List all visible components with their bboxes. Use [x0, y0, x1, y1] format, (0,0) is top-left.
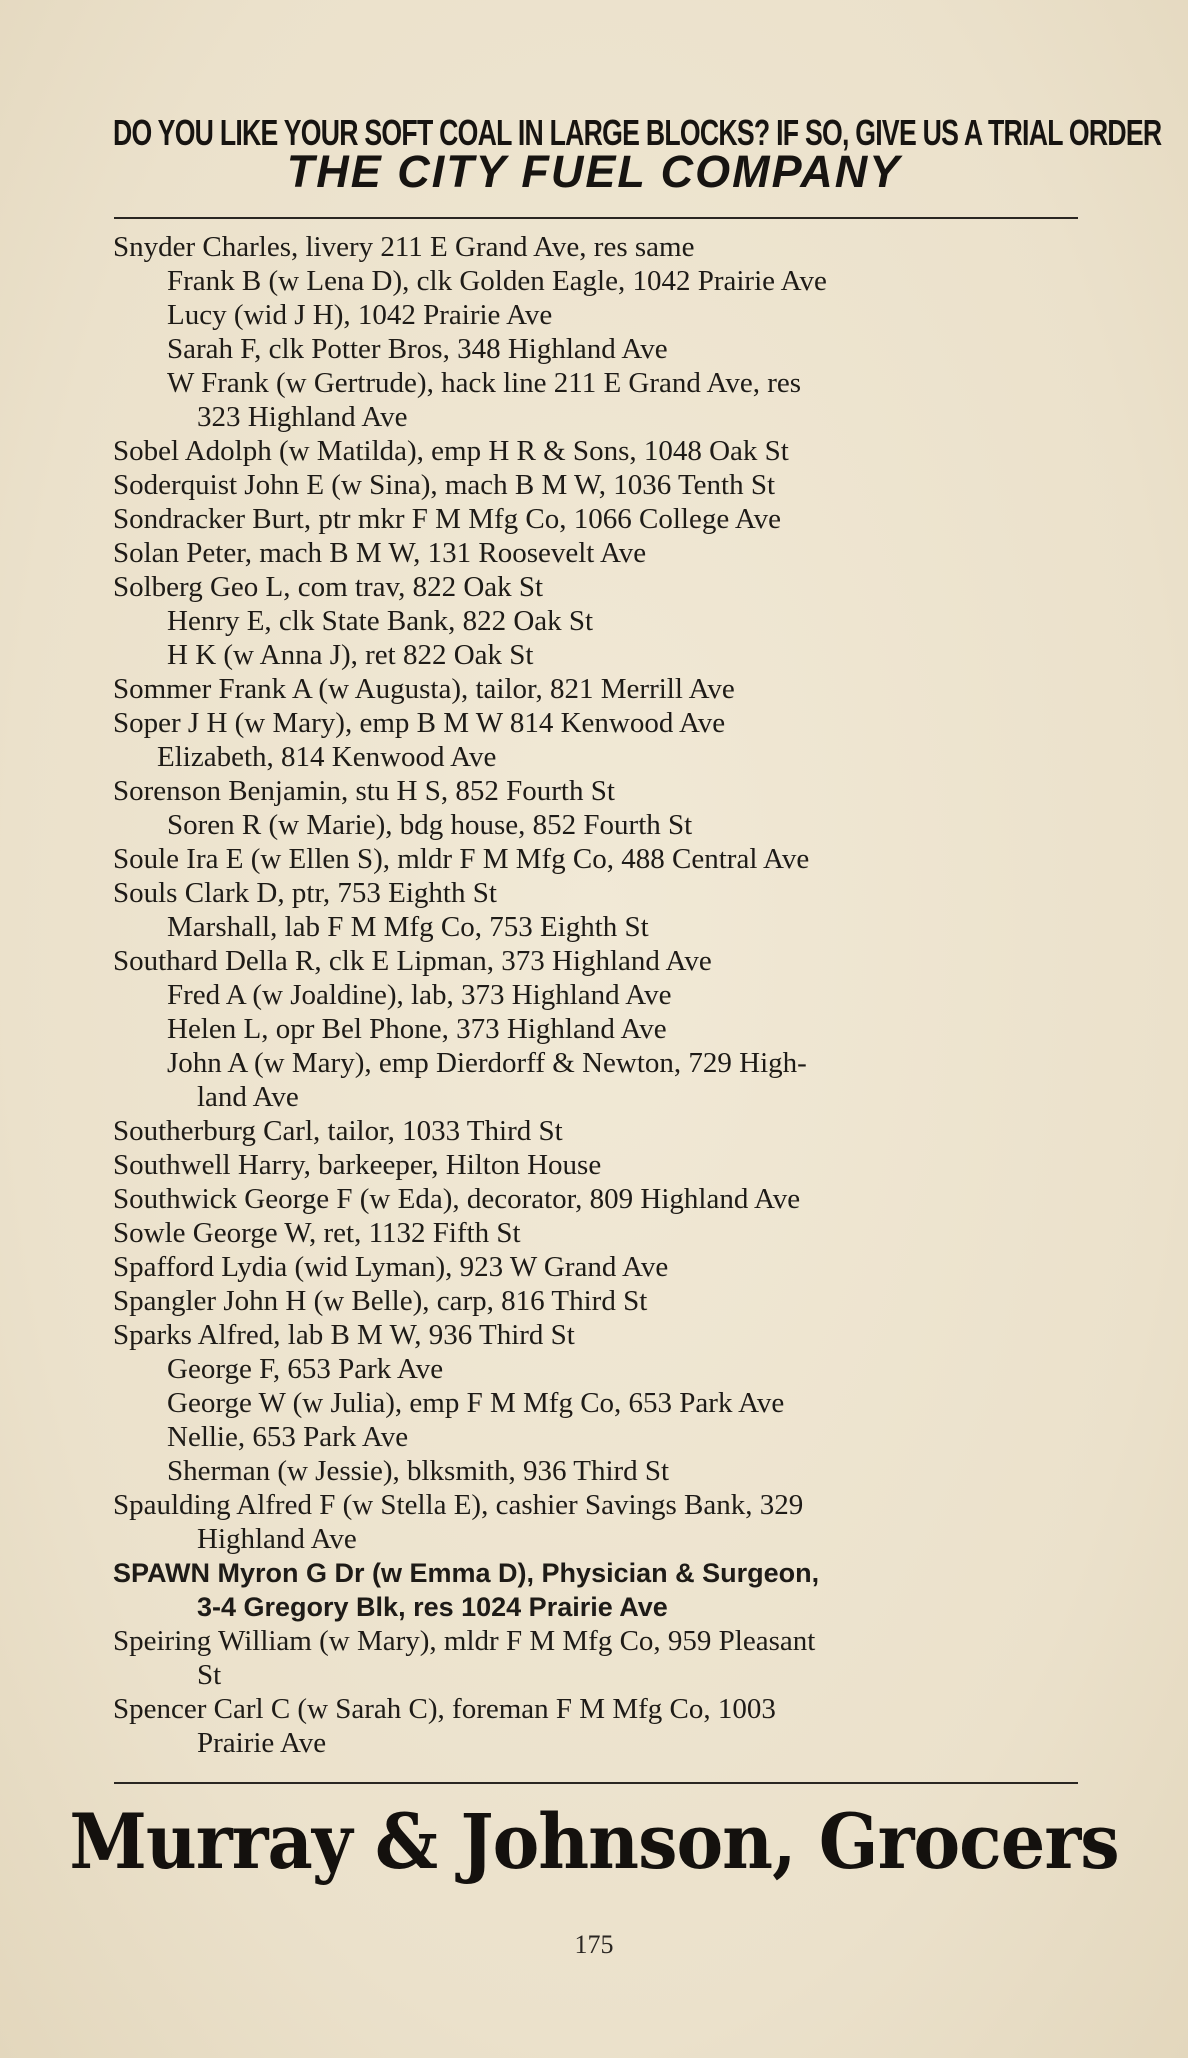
directory-entry: Soule Ira E (w Ellen S), mldr F M Mfg Co, 488 Central Ave: [113, 843, 810, 875]
directory-entry: Southerburg Carl, tailor, 1033 Third St: [113, 1115, 563, 1147]
directory-entry: land Ave: [197, 1081, 299, 1113]
bottom-advertisement: Murray & Johnson, Grocers: [69, 1796, 1119, 1887]
directory-entry: Spencer Carl C (w Sarah C), foreman F M Mfg Co, 1003: [113, 1693, 776, 1725]
directory-entry: Highland Ave: [197, 1523, 357, 1555]
directory-entry: St: [197, 1659, 222, 1691]
directory-entry: Southwick George F (w Eda), decorator, 809 Highland Ave: [113, 1183, 801, 1215]
directory-entry: Prairie Ave: [197, 1727, 327, 1759]
directory-entry: George W (w Julia), emp F M Mfg Co, 653 Park Ave: [167, 1387, 785, 1419]
directory-entry: Speiring William (w Mary), mldr F M Mfg Co, 959 Pleasant: [113, 1625, 816, 1657]
directory-entry: Soderquist John E (w Sina), mach B M W, 1036 Tenth St: [113, 469, 776, 501]
page-number: 175: [574, 1930, 614, 1959]
directory-entry: Nellie, 653 Park Ave: [167, 1421, 409, 1453]
directory-entry: Solan Peter, mach B M W, 131 Roosevelt Ave: [113, 537, 647, 569]
directory-entry: Spaulding Alfred F (w Stella E), cashier Savings Bank, 329: [113, 1489, 804, 1521]
directory-entry: Fred A (w Joaldine), lab, 373 Highland Ave: [167, 979, 672, 1011]
directory-entry: Sowle George W, ret, 1132 Fifth St: [113, 1217, 521, 1249]
directory-entry: Lucy (wid J H), 1042 Prairie Ave: [167, 299, 553, 331]
directory-entry: Souls Clark D, ptr, 753 Eighth St: [113, 877, 497, 909]
bottom-divider: [114, 1782, 1078, 1784]
directory-entry: Soren R (w Marie), bdg house, 852 Fourth St: [167, 809, 693, 841]
directory-entry: H K (w Anna J), ret 822 Oak St: [167, 639, 534, 671]
directory-entry: Sparks Alfred, lab B M W, 936 Third St: [113, 1319, 575, 1351]
directory-entry: Sorenson Benjamin, stu H S, 852 Fourth St: [113, 775, 615, 807]
directory-entry: Snyder Charles, livery 211 E Grand Ave, res same: [113, 231, 695, 263]
directory-entry: Southard Della R, clk E Lipman, 373 Highland Ave: [113, 945, 712, 977]
directory-entry: W Frank (w Gertrude), hack line 211 E Grand Ave, res: [167, 367, 802, 399]
directory-entry: Southwell Harry, barkeeper, Hilton House: [113, 1149, 602, 1181]
directory-entry: Sarah F, clk Potter Bros, 348 Highland Ave: [167, 333, 668, 365]
directory-entry: Elizabeth, 814 Kenwood Ave: [157, 741, 497, 773]
directory-entry: Helen L, opr Bel Phone, 373 Highland Ave: [167, 1013, 667, 1045]
top-advertisement-tagline: DO YOU LIKE YOUR SOFT COAL IN LARGE BLOCKS? IF SO, GIVE US A TRIAL ORDER: [113, 112, 1162, 153]
top-divider: [114, 217, 1078, 219]
directory-entry: Spangler John H (w Belle), carp, 816 Third St: [113, 1285, 648, 1317]
directory-entry: Sondracker Burt, ptr mkr F M Mfg Co, 1066 College Ave: [113, 503, 782, 535]
directory-entry: Spafford Lydia (wid Lyman), 923 W Grand Ave: [113, 1251, 669, 1283]
directory-entry: Marshall, lab F M Mfg Co, 753 Eighth St: [167, 911, 649, 943]
directory-entry: 323 Highland Ave: [197, 401, 408, 433]
directory-entry: 3-4 Gregory Blk, res 1024 Prairie Ave: [197, 1592, 668, 1622]
directory-entry: Solberg Geo L, com trav, 822 Oak St: [113, 571, 544, 603]
directory-entries: [0, 230, 1188, 1760]
directory-entry: Soper J H (w Mary), emp B M W 814 Kenwood Ave: [113, 707, 726, 739]
directory-entry: Sobel Adolph (w Matilda), emp H R & Sons, 1048 Oak St: [113, 435, 789, 467]
directory-entry: George F, 653 Park Ave: [167, 1353, 444, 1385]
directory-entry: Sherman (w Jessie), blksmith, 936 Third St: [167, 1455, 670, 1487]
directory-entry: Henry E, clk State Bank, 822 Oak St: [167, 605, 594, 637]
directory-entry: Frank B (w Lena D), clk Golden Eagle, 1042 Prairie Ave: [167, 265, 827, 297]
directory-entry: John A (w Mary), emp Dierdorff & Newton, 729 High-: [167, 1047, 807, 1079]
directory-entry: SPAWN Myron G Dr (w Emma D), Physician & Surgeon,: [113, 1558, 820, 1588]
top-advertisement-company: THE CITY FUEL COMPANY: [286, 146, 902, 197]
directory-entry: Sommer Frank A (w Augusta), tailor, 821 Merrill Ave: [113, 673, 735, 705]
